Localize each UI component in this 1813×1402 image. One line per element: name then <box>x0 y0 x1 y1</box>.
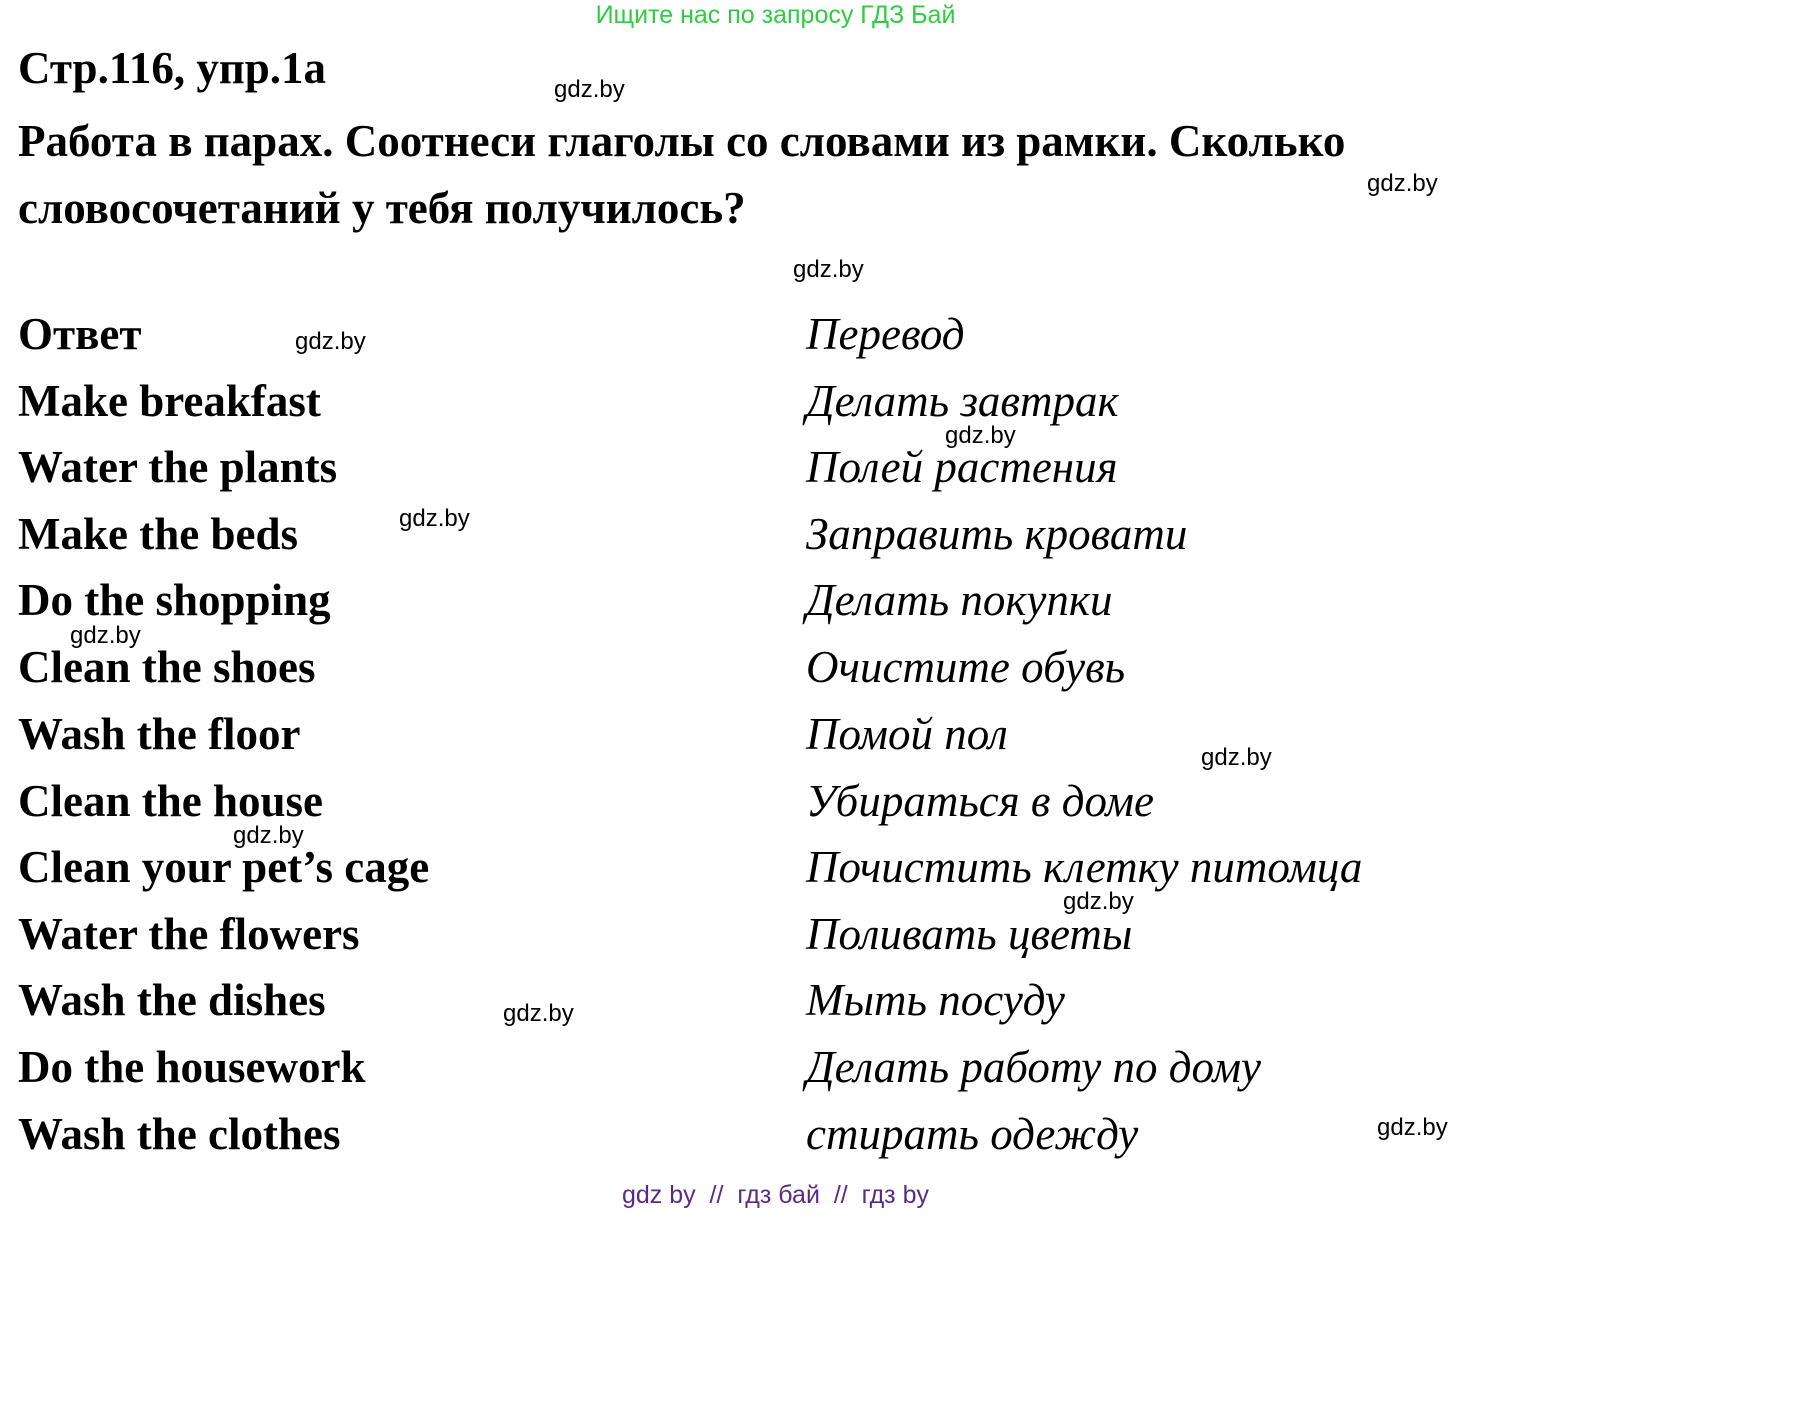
watermark: gdz.by <box>1377 1114 1448 1141</box>
english-phrase: Water the plants <box>18 442 338 492</box>
watermark: gdz.by <box>399 505 470 532</box>
watermark: gdz.by <box>70 622 141 649</box>
watermark: gdz.by <box>503 1000 574 1027</box>
phrase-row <box>0 841 1551 901</box>
watermark: gdz.by <box>295 328 366 355</box>
english-phrase: Wash the floor <box>18 709 301 759</box>
phrase-row <box>0 974 1551 1034</box>
russian-translation: стирать одежду <box>806 1109 1139 1159</box>
english-phrase: Wash the dishes <box>18 975 326 1025</box>
english-phrase: Clean the shoes <box>18 642 316 692</box>
russian-translation: Помой пол <box>806 709 1008 759</box>
watermark: gdz.by <box>554 76 625 103</box>
page-reference: Стр.116, упр.1а <box>18 43 327 93</box>
english-phrase: Do the shopping <box>18 575 331 625</box>
watermark: gdz.by <box>793 256 864 283</box>
russian-translation: Почистить клетку питомца <box>806 842 1363 892</box>
watermark: gdz.by <box>1367 170 1438 197</box>
watermark: gdz.by <box>1063 888 1134 915</box>
translation-header: Перевод <box>806 309 965 359</box>
watermark: gdz.by <box>945 422 1016 449</box>
english-phrase: Do the housework <box>18 1042 366 1092</box>
phrase-row <box>0 574 1551 634</box>
english-phrase: Make breakfast <box>18 376 321 426</box>
russian-translation: Мыть посуду <box>806 975 1065 1025</box>
answer-header: Ответ <box>18 309 142 359</box>
russian-translation: Заправить кровати <box>806 509 1188 559</box>
phrase-row <box>0 641 1551 701</box>
phrase-row <box>0 1041 1551 1101</box>
watermark: gdz.by <box>233 822 304 849</box>
english-phrase: Clean your pet’s cage <box>18 842 430 892</box>
russian-translation: Убираться в доме <box>806 776 1154 826</box>
task-text: Работа в парах. Соотнеси глаголы со словами из рамки. Сколько словосочетаний у тебя получилось? <box>18 116 1346 233</box>
phrase-row <box>0 508 1551 568</box>
english-phrase: Water the flowers <box>18 909 360 959</box>
english-phrase: Make the beds <box>18 509 298 559</box>
footer-links: gdz by // гдз бай // гдз by <box>621 1181 929 1209</box>
top-banner: Ищите нас по запросу ГДЗ Бай <box>595 1 956 29</box>
phrase-row <box>0 1108 1551 1168</box>
russian-translation: Делать работу по дому <box>806 1042 1262 1092</box>
russian-translation: Делать покупки <box>806 575 1113 625</box>
english-phrase: Clean the house <box>18 776 324 826</box>
phrase-row <box>0 908 1551 968</box>
phrase-row <box>0 708 1551 768</box>
english-phrase: Wash the clothes <box>18 1109 341 1159</box>
russian-translation: Полей растения <box>806 442 1118 492</box>
russian-translation: Поливать цветы <box>806 909 1133 959</box>
phrase-row <box>0 441 1551 501</box>
watermark: gdz.by <box>1201 744 1272 771</box>
russian-translation: Очистите обувь <box>806 642 1126 692</box>
russian-translation: Делать завтрак <box>806 376 1119 426</box>
phrase-row <box>0 375 1551 435</box>
